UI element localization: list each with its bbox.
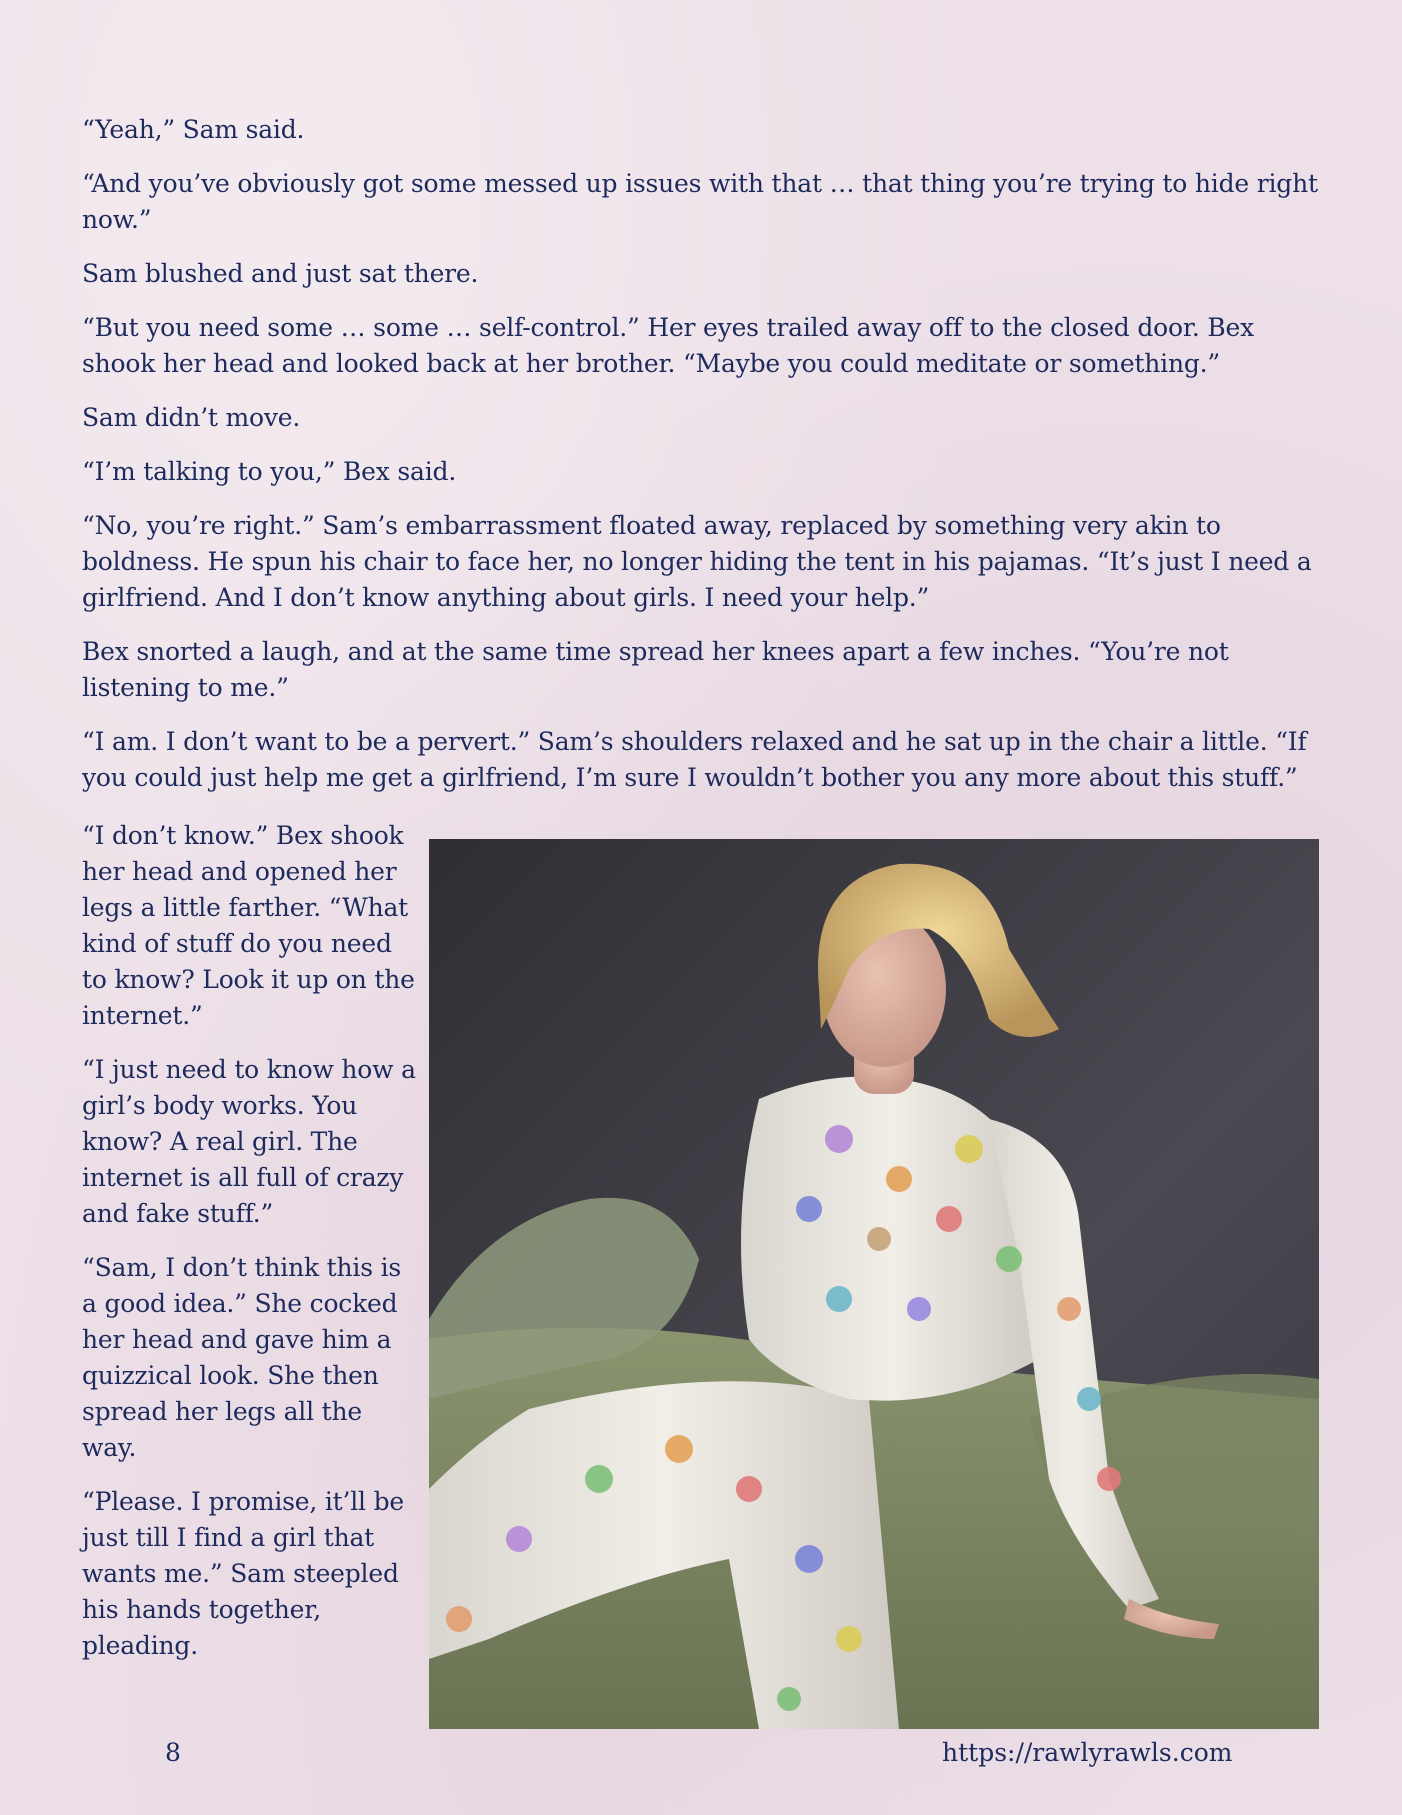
paragraph: Bex snorted a laugh, and at the same time spread her knees apart a few inches. “You’re not listening to me.” [82, 637, 1229, 702]
paragraph: “I just need to know how a girl’s body works. You know? A real girl. The internet is all full of crazy and fake stuff.” [82, 1055, 416, 1228]
story-text-left-column [82, 818, 422, 1682]
page-number: 8 [165, 1738, 181, 1767]
paragraph: “Sam, I don’t think this is a good idea.” She cocked her head and gave him a quizzical look. She then spread her legs all the way. [82, 1253, 402, 1462]
paragraph: Sam didn’t move. [82, 403, 301, 432]
paragraph: “Please. I promise, it’ll be just till I find a girl that wants me.” Sam steepled his hands together, pleading. [82, 1487, 404, 1660]
paragraph: “I’m talking to you,” Bex said. [82, 457, 457, 486]
illustration-svg [429, 839, 1319, 1729]
paragraph: “And you’ve obviously got some messed up issues with that … that thing you’re trying to hide right now.” [82, 169, 1318, 234]
paragraph: “I don’t know.” Bex shook her head and opened her legs a little farther. “What kind of stuff do you need to know? Look it up on the internet.” [82, 821, 415, 1030]
paragraph: “No, you’re right.” Sam’s embarrassment floated away, replaced by something very akin to boldness. He spun his chair to face her, no longer hiding the tent in his pajamas. “It’s just I need a girlfriend. And I don’t know anything about girls. I need your help.” [82, 511, 1312, 612]
illustration-image [429, 839, 1319, 1729]
paragraph: Sam blushed and just sat there. [82, 259, 479, 288]
story-text-top [82, 112, 1322, 814]
paragraph: “But you need some … some … self-control.” Her eyes trailed away off to the closed door. Bex shook her head and looked back at her brother. “Maybe you could meditate or something.” [82, 313, 1254, 378]
website-url[interactable]: https://rawlyrawls.com [942, 1738, 1233, 1767]
paragraph: “Yeah,” Sam said. [82, 115, 305, 144]
paragraph: “I am. I don’t want to be a pervert.” Sam’s shoulders relaxed and he sat up in the chair a little. “If you could just help me get a girlfriend, I’m sure I wouldn’t bother you any more about this stuff.” [82, 727, 1307, 792]
